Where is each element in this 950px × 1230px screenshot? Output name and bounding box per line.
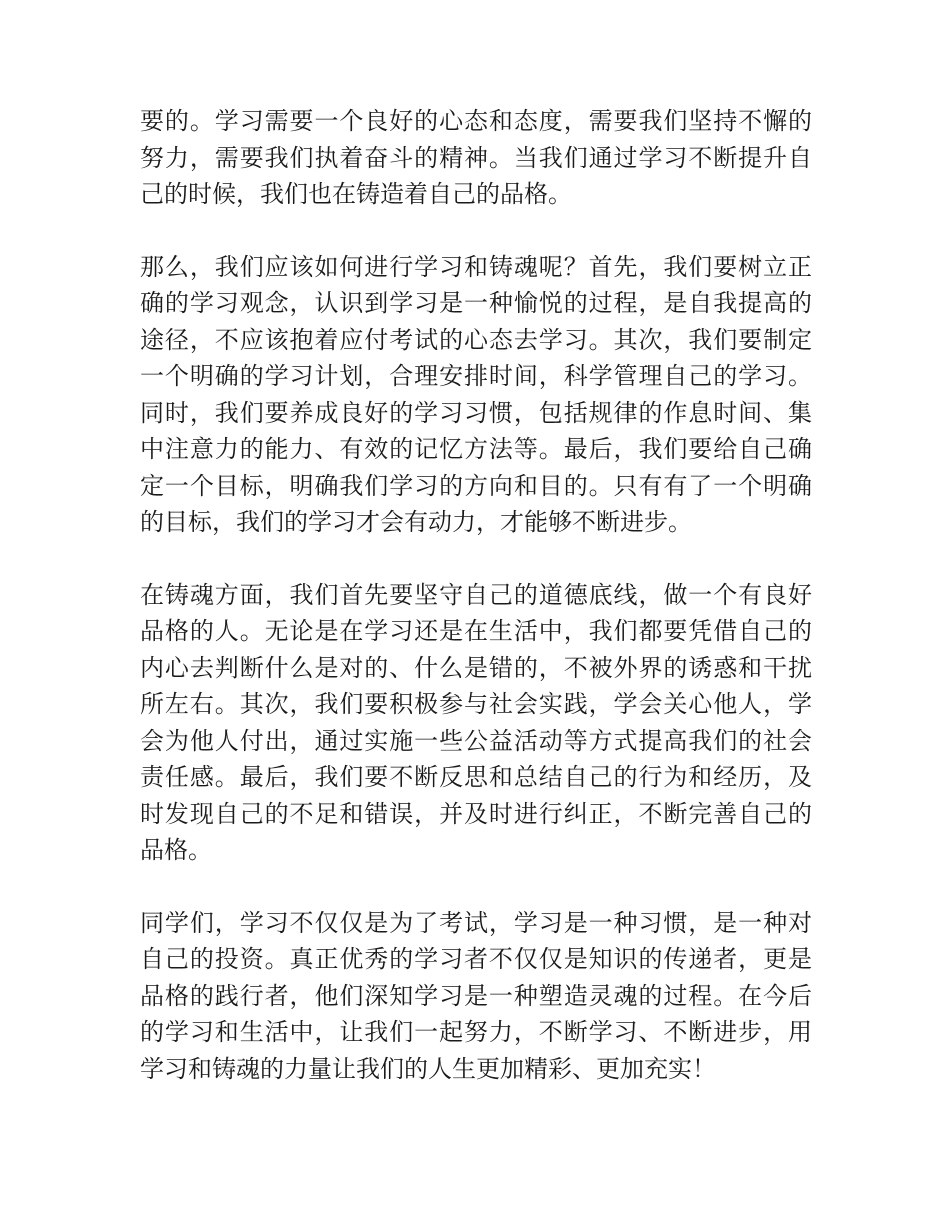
- text-line: 努力，需要我们执着奋斗的精神。当我们通过学习不断提升自: [140, 143, 812, 172]
- paragraph-1: [140, 103, 812, 213]
- text-line: 己的时候，我们也在铸造着自己的品格。: [140, 180, 572, 208]
- text-line: 会为他人付出，通过实施一些公益活动等方式提高我们的社会: [140, 726, 812, 755]
- text-line: 学习和铸魂的力量让我们的人生更加精彩、更加充实！: [140, 1054, 716, 1083]
- text-line: 要的。学习需要一个良好的心态和态度，需要我们坚持不懈的: [140, 107, 812, 135]
- text-line: 内心去判断什么是对的、什么是错的，不被外界的诱惑和干扰: [140, 653, 812, 682]
- paragraph-4: [140, 905, 812, 1088]
- text-line: 同学们，学习不仅仅是为了考试，学习是一种习惯，是一种对: [140, 908, 812, 937]
- text-line: 确的学习观念，认识到学习是一种愉悦的过程，是自我提高的: [140, 289, 812, 317]
- text-line: 的学习和生活中，让我们一起努力，不断学习、不断进步，用: [140, 1018, 812, 1046]
- paragraph-2: [140, 249, 812, 541]
- text-line: 中注意力的能力、有效的记忆方法等。最后，我们要给自己确: [140, 435, 812, 463]
- paragraph-3: [140, 577, 812, 869]
- text-line: 品格的践行者，他们深知学习是一种塑造灵魂的过程。在今后: [140, 981, 812, 1010]
- document-body: [140, 103, 812, 1123]
- text-line: 途径，不应该抱着应付考试的心态去学习。其次，我们要制定: [140, 325, 812, 354]
- text-line: 那么，我们应该如何进行学习和铸魂呢？首先，我们要树立正: [140, 252, 812, 281]
- text-line: 同时，我们要养成良好的学习习惯，包括规律的作息时间、集: [140, 398, 812, 427]
- text-line: 的目标，我们的学习才会有动力，才能够不断进步。: [140, 508, 692, 536]
- text-line: 品格的人。无论是在学习还是在生活中，我们都要凭借自己的: [140, 617, 812, 645]
- text-line: 责任感。最后，我们要不断反思和总结自己的行为和经历，及: [140, 763, 812, 791]
- text-line: 品格。: [140, 836, 212, 864]
- text-line: 时发现自己的不足和错误，并及时进行纠正，不断完善自己的: [140, 799, 812, 828]
- text-line: 定一个目标，明确我们学习的方向和目的。只有有了一个明确: [140, 471, 812, 500]
- text-line: 自己的投资。真正优秀的学习者不仅仅是知识的传递者，更是: [140, 945, 812, 973]
- text-line: 在铸魂方面，我们首先要坚守自己的道德底线，做一个有良好: [140, 580, 812, 609]
- text-line: 所左右。其次，我们要积极参与社会实践，学会关心他人，学: [140, 690, 812, 718]
- text-line: 一个明确的学习计划，合理安排时间，科学管理自己的学习。: [140, 362, 812, 390]
